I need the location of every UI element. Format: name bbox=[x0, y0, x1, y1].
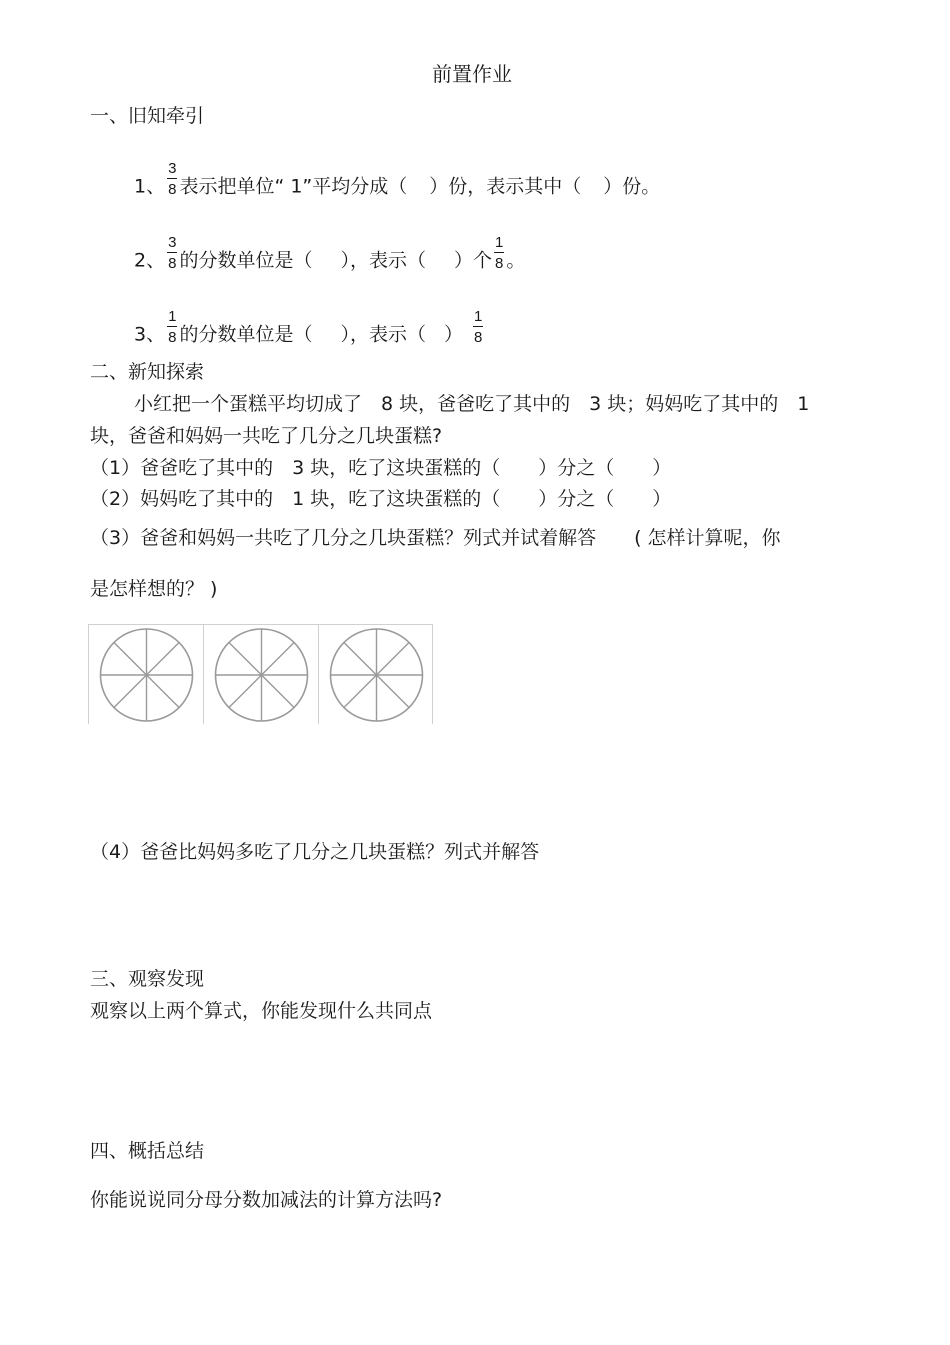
sub-question-3-line-2: 是怎样想的？ ) bbox=[90, 578, 218, 600]
problem-line-1: 小红把一个蛋糕平均切成了 8 块，爸爸吃了其中的 3 块；妈妈吃了其中的 1 bbox=[134, 393, 810, 415]
q2-fraction-unit: $\frac{1}{8}$ bbox=[494, 234, 504, 272]
q3-text-a: 的分数单位是（ bbox=[179, 323, 313, 346]
q2-text-a: 的分数单位是（ bbox=[179, 249, 313, 272]
q3-text-c: ） bbox=[443, 323, 463, 346]
sub-question-4: （4）爸爸比妈妈多吃了几分之几块蛋糕？列式并解答 bbox=[90, 841, 540, 863]
sub-question-2: （2）妈妈吃了其中的 1 块，吃了这块蛋糕的（ ）分之（ ） bbox=[90, 488, 672, 510]
section1-heading: 一、旧知牵引 bbox=[90, 105, 205, 127]
q2-text-d: 。 bbox=[506, 249, 526, 272]
page-title: 前置作业 bbox=[432, 62, 512, 86]
q2-text-c: ）个 bbox=[453, 249, 492, 272]
q2-fraction: $\frac{3}{8}$ bbox=[168, 234, 177, 272]
sub-question-1: （1）爸爸吃了其中的 3 块，吃了这块蛋糕的（ ）分之（ ） bbox=[90, 457, 672, 479]
section4-text: 你能说说同分母分数加减法的计算方法吗? bbox=[90, 1189, 443, 1211]
sub-question-3-line-1: （3）爸爸和妈妈一共吃了几分之几块蛋糕？列式并试着解答 ( 怎样计算呢，你 bbox=[90, 527, 781, 549]
q1-fraction: $\frac{3}{8}$ bbox=[168, 160, 177, 198]
section3-heading: 三、观察发现 bbox=[90, 968, 205, 990]
q2-number: 2、 bbox=[134, 249, 166, 272]
problem-line-2: 块，爸爸和妈妈一共吃了几分之几块蛋糕? bbox=[90, 425, 443, 447]
cake-diagrams bbox=[88, 624, 434, 724]
question-1 bbox=[134, 160, 661, 206]
q3-fraction: $\frac{1}{8}$ bbox=[168, 308, 177, 346]
q1-text-b: ）份，表示其中（ bbox=[429, 175, 582, 198]
section2-heading: 二、新知探索 bbox=[90, 361, 205, 383]
section4-heading: 四、概括总结 bbox=[90, 1140, 205, 1162]
q2-text-b: ），表示（ bbox=[340, 249, 426, 272]
question-3 bbox=[134, 308, 485, 354]
q3-fraction-unit: $\frac{1}{8}$ bbox=[473, 308, 483, 346]
q1-number: 1、 bbox=[134, 175, 166, 198]
q3-text-b: ），表示（ bbox=[340, 323, 426, 346]
question-2 bbox=[134, 234, 526, 280]
q1-text-a: 表示把单位“ 1”平均分成（ bbox=[179, 175, 408, 198]
q1-text-c: ）份。 bbox=[603, 175, 661, 198]
section3-text: 观察以上两个算式，你能发现什么共同点 bbox=[90, 1000, 433, 1022]
q3-number: 3、 bbox=[134, 323, 166, 346]
